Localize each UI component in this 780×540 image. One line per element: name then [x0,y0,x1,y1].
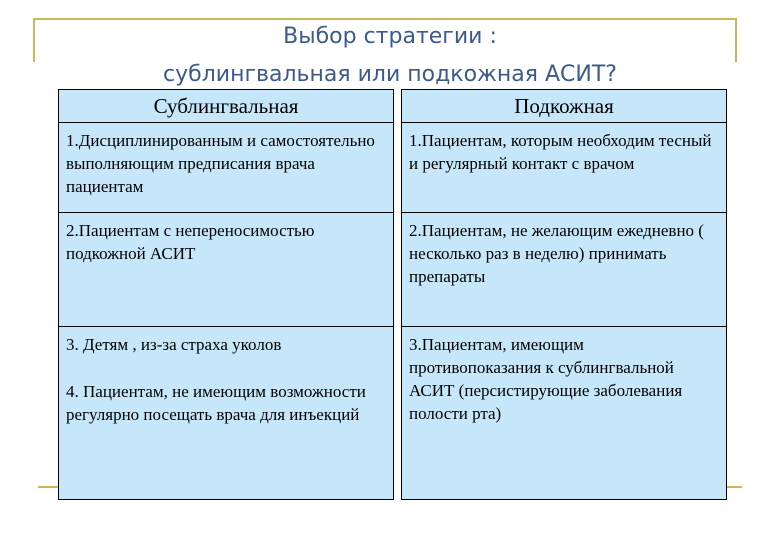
cell-text: 4. Пациентам, не имеющим возможности регулярно посещать врача для инъекций [66,382,366,424]
header-subcutaneous: Подкожная [402,90,727,123]
slide-title-line-2: сублингвальная или подкожная АСИТ? [163,62,617,87]
table-cell-left [59,327,394,500]
table-row [59,123,727,213]
slide-title-line-1: Выбор стратегии : [283,24,497,49]
cell-text: 2.Пациентам с непереносимостью подкожной АСИТ [66,221,315,263]
table-cell-right [402,327,727,500]
cell-text: 1.Пациентам, которым необходим тесный и регулярный контакт с врачом [409,131,712,173]
table-cell-right [402,123,727,213]
column-gap [394,123,402,213]
header-sublingual: Сублингвальная [59,90,394,123]
table-row [59,327,727,500]
column-gap [394,90,402,123]
table-cell-right [402,213,727,327]
column-gap [394,327,402,500]
table-row [59,213,727,327]
cell-spacer [66,356,387,380]
slide-title [0,18,780,94]
column-gap [394,213,402,327]
strategy-comparison-table [58,89,727,500]
cell-text: 2.Пациентам, не желающим ежедневно ( несколько раз в неделю) принимать препараты [409,221,704,286]
cell-text: 3.Пациентам, имеющим противопоказания к сублингвальной АСИТ (персистирующие заболевания полости рта) [409,335,683,423]
table-cell-left [59,123,394,213]
cell-text: 3. Детям , из-за страха уколов [66,335,282,354]
table-header-row [59,90,727,123]
cell-text: 1.Дисциплинированным и самостоятельно выполняющим предписания врача пациентам [66,131,375,196]
table-cell-left [59,213,394,327]
